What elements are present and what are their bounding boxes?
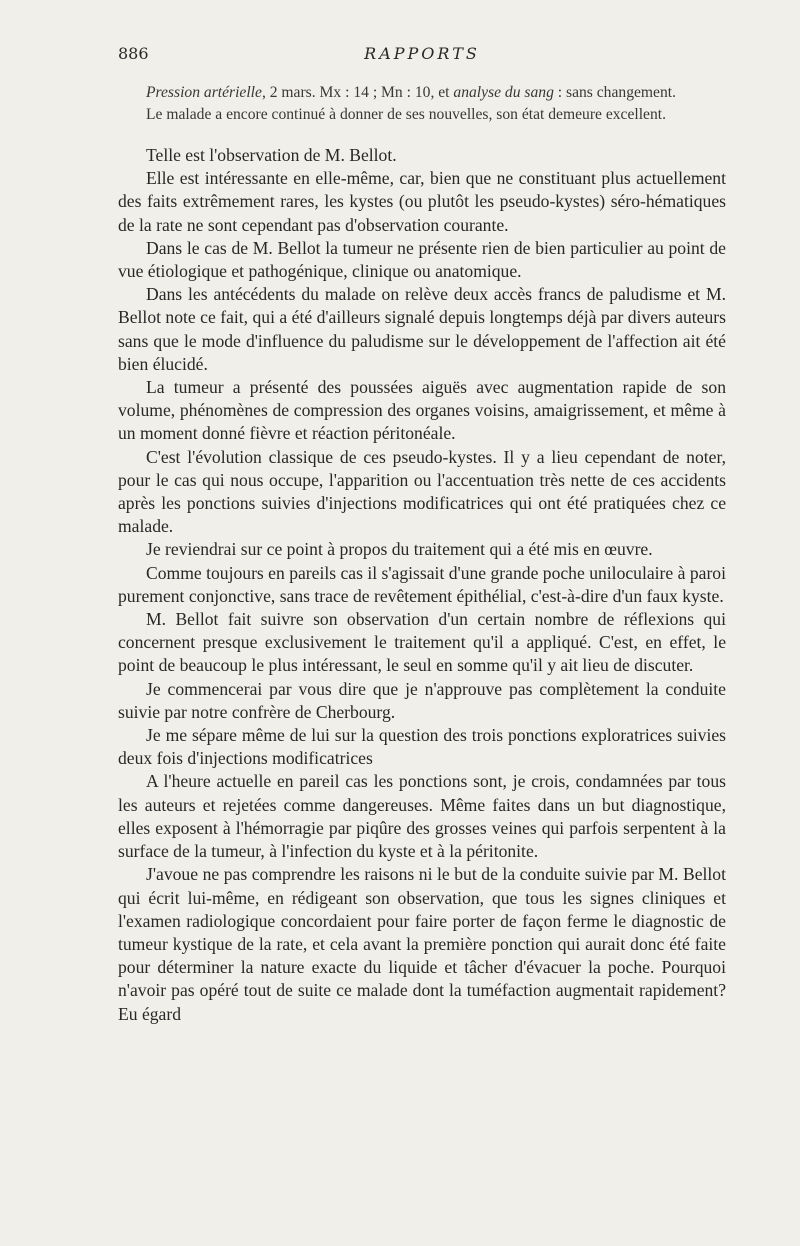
paragraph: La tumeur a présenté des poussées aiguës avec augmentation rapide de son volume, phénomènes de compression des organes voisins, amaigrissement, et même à un moment donné fièvre et réaction péritonéale. [118,377,726,444]
page-number: 886 [118,44,149,63]
note-condition: Le malade a encore continué à donner de ses nouvelles, son état demeure excellent. [146,106,666,123]
paragraph: J'avoue ne pas comprendre les raisons ni le but de la conduite suivie par M. Bellot qui écrit lui-même, en rédigeant son observation, que tous les signes cliniques et l'examen radiologique concordaient pour faire porter de façon ferme le diagnostic de tumeur kystique de la rate, et cela avant la première ponction qui aurait donc été faite pour déterminer la nature exacte du liquide et tâcher d'évacuer la poche. Pourquoi n'avoir pas opéré tout de suite ce malade dont la tuméfaction augmentait rapidement? Eu égard [118,864,726,1024]
paragraph: Dans les antécédents du malade on relève deux accès francs de paludisme et M. Bellot note ce fait, qui a été d'ailleurs signalé depuis longtemps déjà par divers auteurs sans que le mode d'influence du paludisme sur le développement de l'affection ait été bien élucidé. [118,284,726,374]
paragraph: Telle est l'observation de M. Bellot. [146,145,397,165]
paragraph: Je me sépare même de lui sur la question des trois ponctions exploratrices suivies deux fois d'injections modificatrices [118,725,726,769]
paragraph: C'est l'évolution classique de ces pseudo-kystes. Il y a lieu cependant de noter, pour le cas qui nous occupe, l'apparition ou l'accentuation très nette de ces accidents après les ponctions suivies d'injections modificatrices qui ont été pratiquées chez ce malade. [118,446,726,537]
paragraph: Dans le cas de M. Bellot la tumeur ne présente rien de bien particulier au point de vue étiologique et pathogénique, clinique ou anatomique. [118,237,726,282]
main-text [118,144,726,1026]
paragraph: M. Bellot fait suivre son observation d'un certain nombre de réflexions qui concernent presque exclusivement le traitement qu'il a appliqué. C'est, en effet, le point de beaucoup le plus intéressant, le seul en somme qu'il y ait lieu de discuter. [118,609,726,676]
paragraph: Elle est intéressante en elle-même, car, bien que ne constituant plus actuellement des faits extrêmement rares, les kystes (ou plutôt les pseudo-kystes) séro-hématiques de la rate ne sont cependant pas d'observation courante. [118,168,726,235]
paragraph: Comme toujours en pareils cas il s'agissait d'une grande poche uniloculaire à paroi purement conjonctive, sans trace de revêtement épithélial, c'est-à-dire d'un faux kyste. [118,562,726,606]
text-body [118,82,726,1026]
note-blood-pressure: Pression artérielle, 2 mars. Mx : 14 ; Mn : 10, et analyse du sang : sans changement. [146,84,676,101]
paragraph: Je commencerai par vous dire que je n'approuve pas complètement la conduite suivie par notre confrère de Cherbourg. [118,678,726,722]
paragraph: Je reviendrai sur ce point à propos du traitement qui a été mis en œuvre. [146,539,653,560]
paragraph: A l'heure actuelle en pareil cas les ponctions sont, je crois, condamnées par tous les auteurs et rejetées comme dangereuses. Même faites dans un but diagnostique, elles exposent à l'hémorragie par piqûre des grosses veines qui parfois serpentent à la surface de la tumeur, à l'infection du kyste et à la péritonite. [118,771,726,862]
case-notes [118,82,726,126]
page-header [118,44,726,68]
running-title: RAPPORTS [364,44,480,63]
